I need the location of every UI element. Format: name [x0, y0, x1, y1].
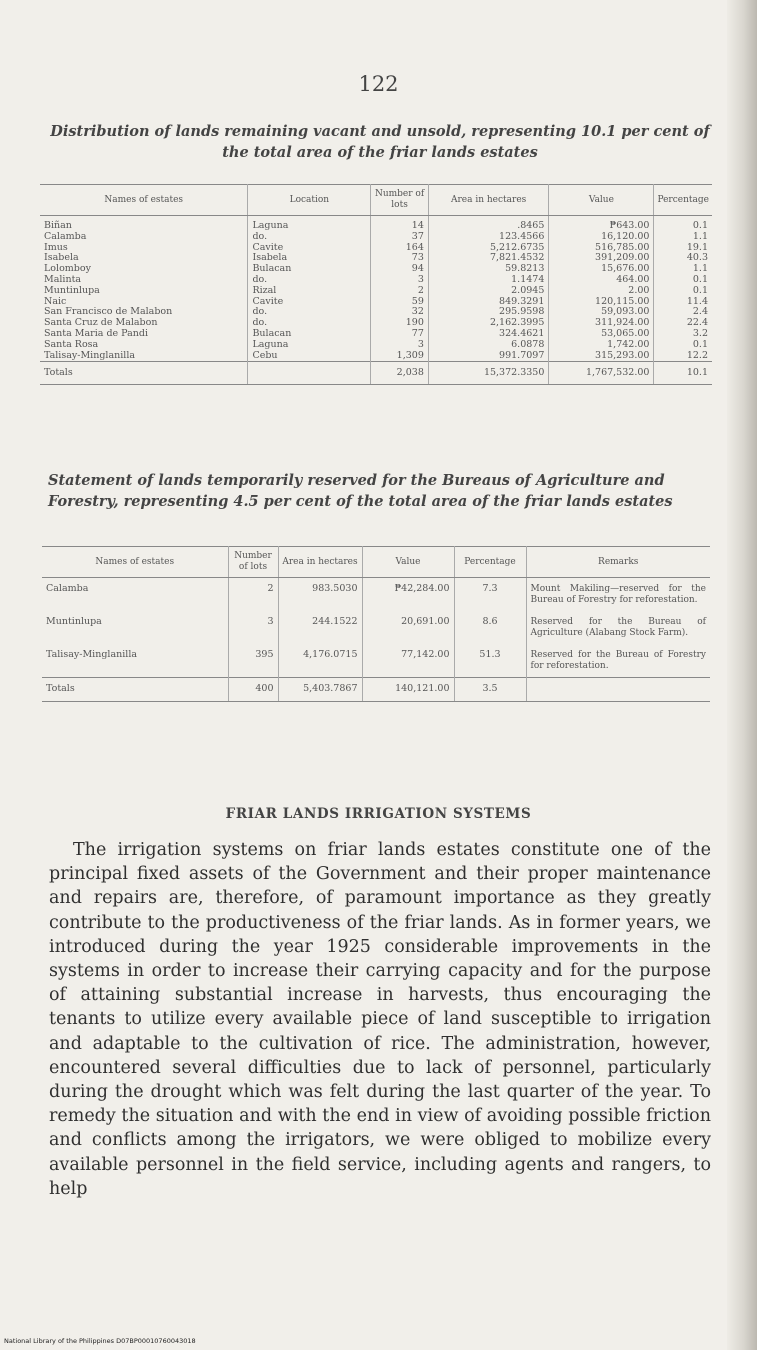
table-cell: 315,293.00: [549, 351, 654, 362]
table-cell: 12.2: [686, 349, 708, 361]
table-cell: ₱42,284.00: [362, 578, 454, 612]
table-cell: 3: [371, 340, 429, 351]
table-cell: Muntinlupa: [40, 286, 248, 297]
table-cell: 2.0945: [428, 286, 549, 297]
table-cell: do.: [248, 307, 371, 318]
table-cell: 77: [371, 329, 429, 340]
table-row: [40, 351, 712, 362]
table-cell: 3: [371, 275, 429, 286]
table-cell: 295.9598: [428, 307, 549, 318]
table-cell: 3.2: [692, 327, 708, 339]
table-cell: 140,121.00: [362, 678, 454, 702]
table-cell: 3.5: [454, 678, 526, 702]
table-cell: 2.00: [549, 286, 654, 297]
table-cell: 1.1474: [428, 275, 549, 286]
col-header: Number of lots: [371, 185, 429, 216]
table-cell: 1,309: [371, 351, 429, 362]
table-cell: .8465: [428, 216, 549, 232]
table-cell: 94: [371, 264, 429, 275]
table-cell: 10.1: [654, 362, 712, 385]
col-header: Area in hectares: [278, 547, 362, 578]
table-cell: 77,142.00: [362, 644, 454, 678]
table-cell: 395: [228, 644, 278, 678]
table-cell: Laguna: [248, 340, 371, 351]
vacant-lands-table: [40, 184, 712, 385]
table-cell: 400: [228, 678, 278, 702]
col-header: Number of lots: [228, 547, 278, 578]
table-cell: 16,120.00: [549, 232, 654, 243]
table-cell: 4,176.0715: [278, 644, 362, 678]
col-header: Value: [549, 185, 654, 216]
col-header: Names of estates: [42, 547, 228, 578]
table-row: [40, 216, 712, 232]
table-cell: 311,924.00: [549, 318, 654, 329]
table-cell: 1.1: [692, 263, 708, 275]
table-cell: 2,162.3995: [428, 318, 549, 329]
table-cell: 983.5030: [278, 578, 362, 612]
section-heading: FRIAR LANDS IRRIGATION SYSTEMS: [225, 806, 532, 822]
table-cell: Reserved for the Bureau of Forestry for reforestation.: [530, 650, 706, 671]
table-cell: 991.7097: [428, 351, 549, 362]
table-cell: 6.0878: [428, 340, 549, 351]
table-cell: 464.00: [549, 275, 654, 286]
table-cell: Cavite: [248, 297, 371, 308]
table-cell: [526, 678, 710, 702]
page-edge-shadow: [727, 0, 757, 1350]
table-cell: Malinta: [40, 275, 248, 286]
table-cell: 22.4: [686, 317, 708, 329]
table-header-row: [42, 547, 710, 578]
col-header: Percentage: [454, 547, 526, 578]
table-cell: 244.1522: [278, 611, 362, 644]
table-cell: 5,403.7867: [278, 678, 362, 702]
col-header: Percentage: [654, 185, 712, 216]
table-cell: 123.4566: [428, 232, 549, 243]
table-cell: Muntinlupa: [42, 611, 228, 644]
table-cell: Biñan: [40, 216, 248, 232]
table-cell: Imus: [40, 243, 248, 254]
table-cell: 0.1: [692, 273, 708, 285]
archive-footer: National Library of the Philippines D07BP00010760043018: [4, 1337, 196, 1345]
table-cell: 14: [371, 216, 429, 232]
table1-caption: Distribution of lands remaining vacant and unsold, representing 10.1 per cent of the total area of the friar lands estates: [50, 123, 710, 161]
table-cell: Bulacan: [248, 264, 371, 275]
table-cell: Talisay-Minglanilla: [42, 644, 228, 678]
table-cell: 20,691.00: [362, 611, 454, 644]
table-cell: 59,093.00: [549, 307, 654, 318]
table-cell: 164: [371, 243, 429, 254]
table-cell: Calamba: [42, 578, 228, 612]
col-header: Names of estates: [40, 185, 248, 216]
table-cell: 324.4621: [428, 329, 549, 340]
table-row: [40, 340, 712, 351]
table-cell: do.: [248, 318, 371, 329]
table-cell: 190: [371, 318, 429, 329]
totals-row: [40, 362, 712, 385]
table-row: [42, 644, 710, 678]
body-paragraph: The irrigation systems on friar lands estates constitute one of the principal fixed assets of the Government and their proper maintenance and repairs are, therefore, of paramount importance as they greatly contribute to the productiveness of the friar lands. As in former years, we introduced during the year 1925 considerable improvements in the systems in order to increase their carrying capacity and for the purpose of attaining substantial increase in harvests, thus encouraging the tenants to utilize every available piece of land susceptible to irrigation and adaptable to the cultivation of rice. The administration, however, encountered several difficulties due to lack of personnel, particularly during the drought which was felt during the last quarter of the year. To remedy the situation and with the end in view of avoiding possible friction and conflicts among the irrigators, we were obliged to mobilize every available personnel in the field service, including agents and rangers, to help: [49, 840, 711, 1199]
totals-row: [42, 678, 710, 702]
table-cell: do.: [248, 275, 371, 286]
table-cell: 15,372.3350: [428, 362, 549, 385]
table-cell: Cebu: [248, 351, 371, 362]
table-cell: do.: [248, 232, 371, 243]
table-cell: 59: [371, 297, 429, 308]
table-cell: 120,115.00: [549, 297, 654, 308]
table-cell: 0.1: [692, 338, 708, 350]
table-cell: 73: [371, 253, 429, 264]
table-cell: Calamba: [40, 232, 248, 243]
col-header: Location: [248, 185, 371, 216]
table-row: [42, 578, 710, 612]
table-cell: 0.1: [692, 284, 708, 296]
table-cell: Totals: [40, 362, 248, 385]
table-cell: 32: [371, 307, 429, 318]
table-cell: 1.1: [692, 230, 708, 242]
table-cell: 0.1: [692, 220, 708, 231]
table-cell: San Francisco de Malabon: [40, 307, 248, 318]
reserved-lands-table: [42, 546, 710, 702]
table-row: [42, 611, 710, 644]
table-cell: 2,038: [371, 362, 429, 385]
table-cell: 8.6: [454, 611, 526, 644]
table-cell: 19.1: [686, 241, 708, 253]
table-cell: Santa Rosa: [40, 340, 248, 351]
table-cell: 7.3: [454, 578, 526, 612]
col-header: Remarks: [526, 547, 710, 578]
table-row: [40, 286, 712, 297]
table-cell: Isabela: [40, 253, 248, 264]
page-number: 122: [358, 72, 399, 96]
table-row: [40, 264, 712, 275]
table-cell: [248, 362, 371, 385]
table-cell: 59.8213: [428, 264, 549, 275]
table-cell: Reserved for the Bureau of Agriculture (Alabang Stock Farm).: [530, 617, 706, 638]
table-cell: 40.3: [686, 252, 708, 264]
table-cell: 516,785.00: [549, 243, 654, 254]
col-header: Value: [362, 547, 454, 578]
table-cell: ₱643.00: [549, 216, 654, 232]
table-row: [40, 275, 712, 286]
table-cell: Laguna: [248, 216, 371, 232]
table-cell: 2: [228, 578, 278, 612]
table-cell: Isabela: [248, 253, 371, 264]
table-cell: 2: [371, 286, 429, 297]
table-cell: 15,676.00: [549, 264, 654, 275]
table2-caption: Statement of lands temporarily reserved for the Bureaus of Agriculture and Forestry, representing 4.5 per cent of the total area of the friar lands estates: [48, 472, 673, 510]
table-cell: 1,742.00: [549, 340, 654, 351]
table-row: [40, 232, 712, 243]
table-cell: 849.3291: [428, 297, 549, 308]
table-header-row: [40, 185, 712, 216]
table-cell: Rizal: [248, 286, 371, 297]
table-cell: 53,065.00: [549, 329, 654, 340]
table-cell: 3: [228, 611, 278, 644]
table-cell: 7,821.4532: [428, 253, 549, 264]
table-cell: Cavite: [248, 243, 371, 254]
col-header: Area in hectares: [428, 185, 549, 216]
table-cell: Talisay-Minglanilla: [40, 351, 248, 362]
table-cell: Santa Maria de Pandi: [40, 329, 248, 340]
table-cell: 2.4: [692, 306, 708, 318]
table-cell: Bulacan: [248, 329, 371, 340]
table-cell: Lolomboy: [40, 264, 248, 275]
table-cell: 1,767,532.00: [549, 362, 654, 385]
table-cell: Mount Makiling—reserved for the Bureau of Forestry for reforestation.: [530, 584, 706, 605]
table-cell: 51.3: [454, 644, 526, 678]
table-cell: 391,209.00: [549, 253, 654, 264]
table-cell: Santa Cruz de Malabon: [40, 318, 248, 329]
table-cell: 11.4: [686, 295, 708, 307]
table-cell: 5,212.6735: [428, 243, 549, 254]
table-cell: Totals: [42, 678, 228, 702]
table-cell: Naic: [40, 297, 248, 308]
table-cell: 37: [371, 232, 429, 243]
